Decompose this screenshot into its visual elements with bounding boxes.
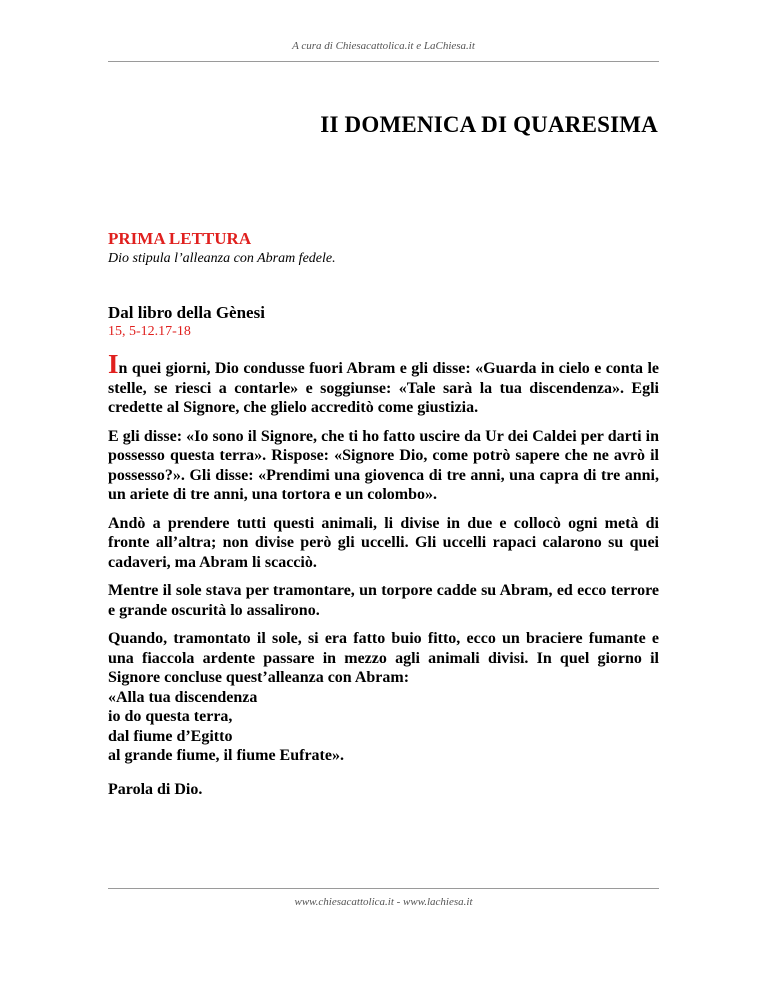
drop-cap: I [108,349,119,379]
page-title: II DOMENICA DI QUARESIMA [320,112,658,137]
page-header: A cura di Chiesacattolica.it e LaChiesa.it [292,40,475,52]
reading-subtitle: Dio stipula l’alleanza con Abram fedele. [108,251,336,266]
verse-line: al grande fiume, il fiume Eufrate». [108,747,344,764]
paragraph-text: Quando, tramontato il sole, si era fatto buio fitto, ecco un braciere fumante e una fiaccola ardente passare in mezzo agli animali divisi. In quel giorno il Signore concluse quest’alleanza con Abram: [108,630,659,686]
paragraph-4: Mentre il sole stava per tramontare, un torpore cadde su Abram, ed ecco terrore e grande oscurità lo assalirono. [108,582,659,619]
footer-divider [108,888,659,889]
verse-line: dal fiume d’Egitto [108,727,233,745]
reading-body [108,349,659,808]
page-footer: www.chiesacattolica.it - www.lachiesa.it [294,896,473,908]
paragraph-text: n quei giorni, Dio condusse fuori Abram e gli disse: «Guarda in cielo e conta le stelle, se riesci a contarle» e soggiunse: «Tale sarà la tua discendenza». Egli credette al Signore, che glielo accreditò come giustizia. [108,360,659,416]
paragraph-2: E gli disse: «Io sono il Signore, che ti ho fatto uscire da Ur dei Caldei per darti in possesso questa terra». Rispose: «Signore Dio, come potrò sapere che ne avrò il possesso?». Gli disse: «Prendimi una giovenca di tre anni, una capra di tre anni, un ariete di tre anni, una tortora e un colombo». [108,427,659,503]
paragraph-5 [108,629,659,766]
paragraph-3: Andò a prendere tutti questi animali, li divise in due e collocò ogni metà di fronte all’altra; non divise però gli uccelli. Gli uccelli rapaci calarono su quei cadaveri, ma Abram li scacciò. [108,514,659,571]
reading-reference: 15, 5-12.17-18 [108,324,191,339]
paragraph-1 [108,349,659,418]
header-divider [108,61,659,62]
reading-label: PRIMA LETTURA [108,229,252,248]
closing-line: Parola di Dio. [108,780,203,798]
verse-line: io do questa terra, [108,708,233,725]
verse-line: «Alla tua discendenza [108,688,258,706]
reading-source: Dal libro della Gènesi [108,303,265,322]
